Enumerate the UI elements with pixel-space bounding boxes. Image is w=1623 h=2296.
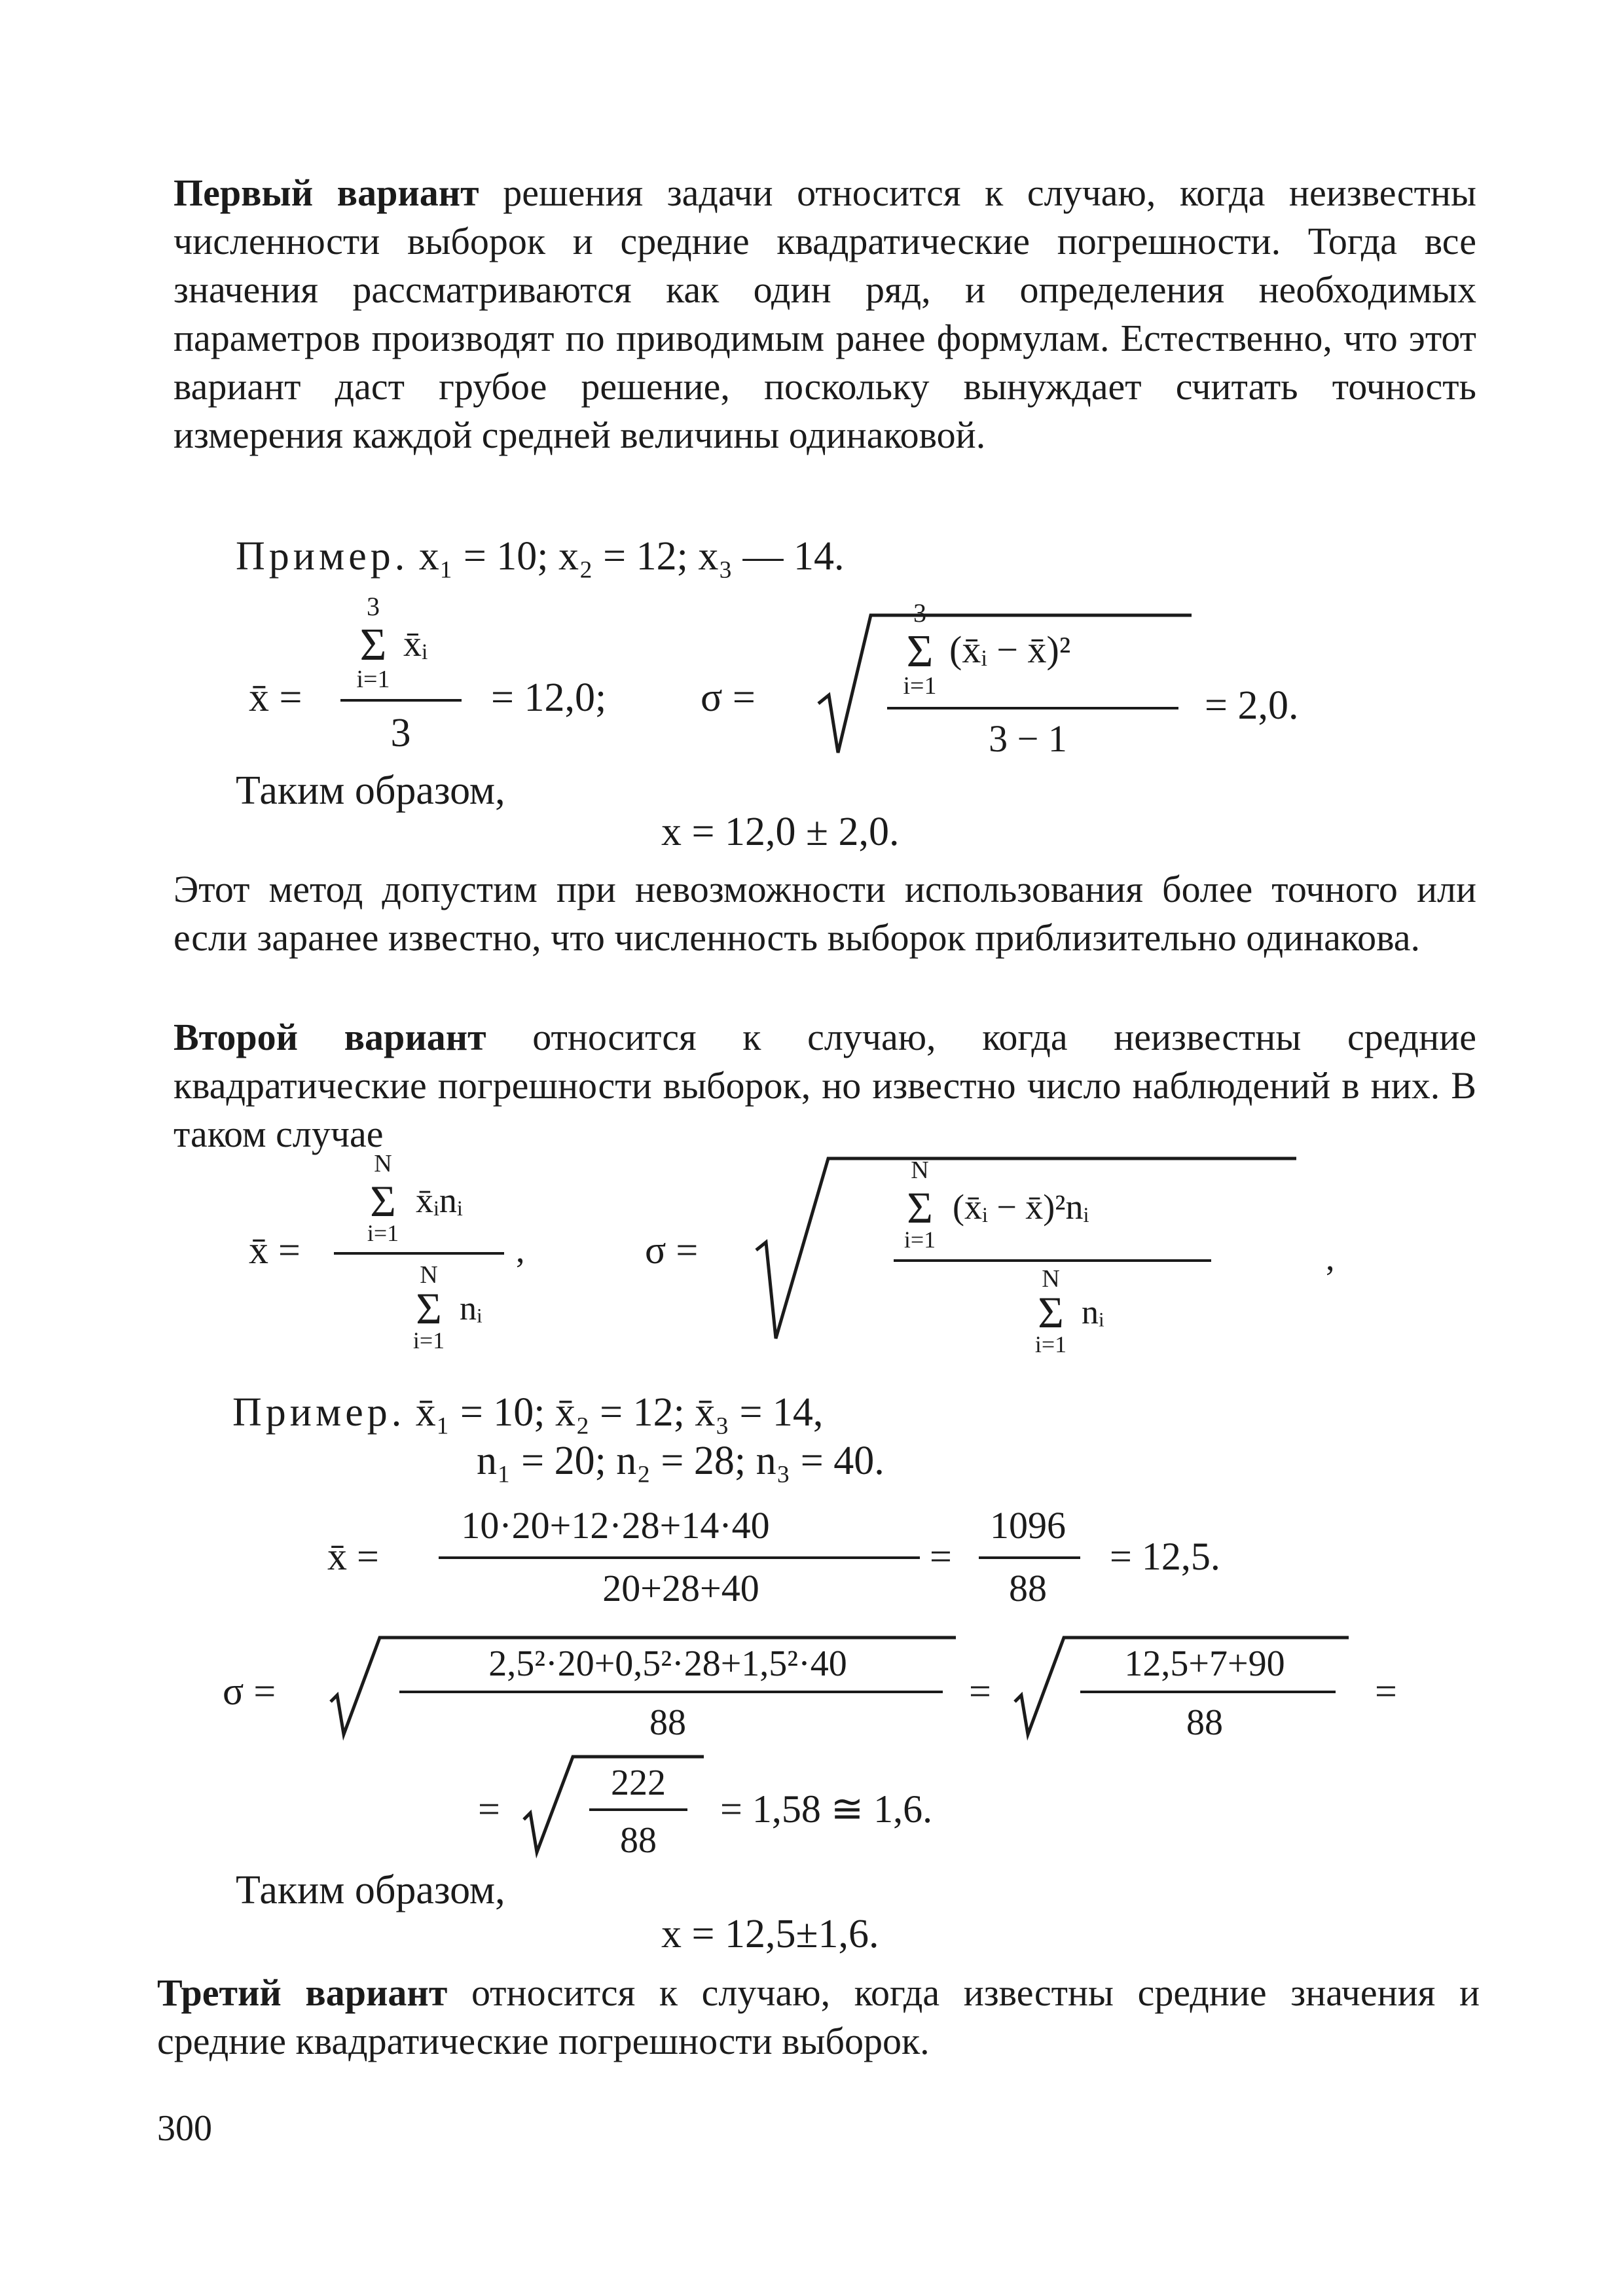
f4-equals: =	[969, 1670, 991, 1713]
formula-3	[327, 1492, 1375, 1623]
formula-5	[478, 1748, 1067, 1865]
f4-denominator: 88	[649, 1702, 686, 1743]
example-1-label: Пример.	[236, 534, 409, 579]
f2-root-numerator: (x̄ᵢ − x̄)²nᵢ	[953, 1187, 1089, 1227]
f2-numerator-body: x̄ᵢnᵢ	[416, 1181, 463, 1220]
f4-numerator: 2,5²·20+0,5²·28+1,5²·40	[488, 1643, 847, 1684]
f1-lhs: x̄ =	[249, 675, 302, 720]
paragraph-first-variant	[173, 169, 1476, 459]
f2-den-body: nᵢ	[460, 1290, 483, 1327]
f1-sum-top: 3	[367, 592, 380, 621]
f3-denominator: 20+28+40	[602, 1567, 759, 1609]
f4-trailing-equals: =	[1375, 1670, 1397, 1713]
page-number: 300	[157, 2108, 212, 2149]
example-2-line-2: n₁ = 20; n₂ = 28; n₃ = 40.	[477, 1439, 884, 1483]
f2-root-den-body: nᵢ	[1082, 1294, 1104, 1331]
f3-denominator-2: 88	[1009, 1567, 1047, 1609]
f2-sum-bottom: i=1	[367, 1220, 399, 1246]
f1-result: = 12,0;	[491, 675, 607, 720]
f1-root-sum-top: 3	[913, 598, 926, 628]
second-variant-text: относится к случаю, когда неизвестны средние квадратические погрешности выборок, но известно число наблюдений в них. В таком случае	[173, 1016, 1477, 1155]
f1-sum-symbol: Σ	[359, 620, 387, 670]
f4-numerator-2: 12,5+7+90	[1124, 1643, 1285, 1684]
f5-lead-equals: =	[478, 1787, 500, 1831]
f3-numerator: 10·20+12·28+14·40	[461, 1504, 770, 1547]
paragraph-third-variant	[157, 1969, 1480, 2066]
f5-denominator: 88	[620, 1820, 657, 1861]
f2-lhs: x̄ =	[249, 1229, 301, 1272]
f1-sum-body: x̄ᵢ	[403, 624, 428, 664]
result-2: x = 12,5±1,6.	[661, 1912, 879, 1956]
f2-root-den-sum-symbol: Σ	[1038, 1287, 1064, 1337]
second-variant-lead: Второй вариант	[173, 1016, 486, 1058]
f2-comma: ,	[516, 1230, 525, 1270]
formula-2	[249, 1152, 1414, 1374]
f4-denominator-2: 88	[1186, 1702, 1223, 1743]
f3-result: = 12,5.	[1110, 1535, 1220, 1578]
f2-root-sum-top: N	[911, 1157, 929, 1184]
f2-sum-symbol: Σ	[370, 1176, 396, 1226]
f1-root-numerator: (x̄ᵢ − x̄)²	[949, 628, 1071, 671]
example-1-values: x₁ = 10; x₂ = 12; x₃ — 14.	[418, 534, 845, 579]
f2-sigma: σ =	[645, 1229, 699, 1272]
first-variant-lead: Первый вариант	[173, 171, 479, 214]
formula-1	[249, 589, 1362, 772]
f1-root-sum-symbol: Σ	[906, 626, 934, 677]
example-2	[232, 1386, 823, 1439]
formula-4	[223, 1630, 1467, 1754]
f2-den-sum-symbol: Σ	[416, 1283, 442, 1333]
third-variant-lead: Третий вариант	[157, 1971, 448, 2014]
f1-sigma: σ =	[701, 675, 756, 720]
paragraph-second-variant	[173, 1013, 1476, 1158]
example-1	[236, 530, 844, 583]
f1-result-2: = 2,0.	[1205, 683, 1299, 728]
f2-den-sum-top: N	[420, 1261, 438, 1289]
example-2-label: Пример.	[232, 1390, 406, 1435]
result-1: x = 12,0 ± 2,0.	[661, 810, 900, 854]
f5-result: = 1,58 ≅ 1,6.	[720, 1787, 933, 1831]
f2-den-sum-bottom: i=1	[412, 1327, 445, 1354]
first-variant-text: решения задачи относится к случаю, когда неизвестны численности выборок и средние квадратические погрешности. Тогда все значения рассматриваются как один ряд, и определения необходимых параметров производят по приводимым ранее формулам. Естественно, что этот вариант даст грубое решение, поскольку вынуждает считать точность измерения каждой средней величины одинаковой.	[173, 171, 1476, 456]
f2-root-den-sum-bottom: i=1	[1034, 1331, 1067, 1357]
f2-radical	[756, 1158, 1296, 1338]
f3-lhs: x̄ =	[327, 1535, 379, 1578]
f1-root-denominator: 3 − 1	[989, 717, 1067, 760]
thus-1: Таким образом,	[236, 768, 505, 813]
f2-root-sum-bottom: i=1	[903, 1227, 936, 1253]
third-variant-text: относится к случаю, когда известны средние значения и средние квадратические погрешности выборок.	[157, 1971, 1480, 2062]
f1-sum-bottom: i=1	[356, 666, 390, 693]
f3-numerator-2: 1096	[990, 1504, 1066, 1547]
paragraph-method: Этот метод допустим при невозможности использования более точного или если заранее известно, что численность выборок приблизительно одинакова.	[173, 868, 1476, 959]
example-2-line-1: x̄₁ = 10; x̄₂ = 12; x̄₃ = 14,	[415, 1390, 824, 1435]
f2-root-sum-symbol: Σ	[907, 1183, 933, 1232]
thus-2: Таким образом,	[236, 1868, 505, 1912]
f5-numerator: 222	[611, 1763, 666, 1803]
f2-root-den-sum-top: N	[1042, 1265, 1060, 1293]
f1-denominator: 3	[390, 711, 411, 755]
f3-equals: =	[930, 1535, 952, 1578]
f2-comma-2: ,	[1326, 1238, 1335, 1278]
f4-lhs: σ =	[223, 1670, 276, 1713]
f1-root-sum-bottom: i=1	[903, 672, 937, 700]
f2-sum-top: N	[374, 1152, 392, 1177]
